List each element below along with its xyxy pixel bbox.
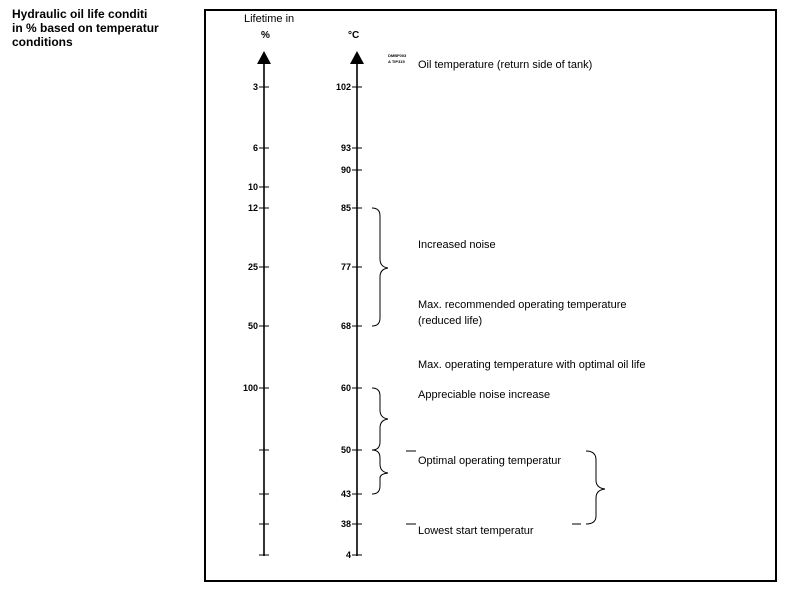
brace-noise-range-icon: [372, 208, 388, 326]
temperature-tick-label: 50: [340, 445, 351, 455]
temperature-tick-label: 77: [340, 262, 351, 272]
brace-appreciable-noise-icon: [372, 388, 388, 450]
temperature-tick-label: 102: [335, 82, 351, 92]
increased-noise-label: Increased noise: [418, 239, 496, 251]
temperature-tick-label: 4: [345, 550, 351, 560]
lifetime-tick-label: 6: [252, 143, 258, 153]
brace-optimal-temp-icon: [586, 451, 605, 524]
lifetime-tick-label: 12: [247, 203, 258, 213]
temperature-tick-label: 43: [340, 489, 351, 499]
brace-optimal-range-icon: [372, 450, 388, 494]
temperature-tick-label: 85: [340, 203, 351, 213]
reduced-life-label: (reduced life): [418, 315, 483, 327]
lifetime-tick-label: 3: [252, 82, 258, 92]
lifetime-tick-label: 10: [247, 182, 258, 192]
lowest-start-label: Lowest start temperatur: [418, 525, 534, 537]
lifetime-tick-label: 100: [242, 383, 258, 393]
appreciable-noise-label: Appreciable noise increase: [418, 389, 551, 401]
side-title-line-1: Hydraulic oil life conditi: [12, 7, 148, 21]
temperature-tick-label: 38: [340, 519, 351, 529]
lifetime-unit: %: [261, 30, 270, 41]
temperature-tick-label: 68: [340, 321, 351, 331]
max-recommended-label: Max. recommended operating temperature: [418, 299, 627, 311]
oil-temperature-label: Oil temperature (return side of tank): [418, 59, 593, 71]
lifetime-header: Lifetime in: [244, 13, 295, 25]
side-title-line-2: in % based on temperatur: [12, 21, 159, 35]
max-optimal-label: Max. operating temperature with optimal oil life: [418, 359, 646, 371]
optimal-temperature-label: Optimal operating temperatur: [418, 455, 562, 467]
lifetime-axis-arrow-icon: [257, 51, 271, 64]
lifetime-tick-label: 25: [247, 262, 258, 272]
temperature-axis-arrow-icon: [350, 51, 364, 64]
lifetime-tick-label: 50: [247, 321, 258, 331]
doc-code-line-1: DMBF003: [388, 53, 407, 58]
temperature-tick-label: 90: [340, 165, 351, 175]
temperature-unit: °C: [348, 30, 360, 41]
temperature-tick-label: 60: [340, 383, 351, 393]
side-title-line-3: conditions: [12, 35, 73, 49]
temperature-tick-label: 93: [340, 143, 351, 153]
doc-code-line-2: A TIP315: [388, 59, 405, 64]
